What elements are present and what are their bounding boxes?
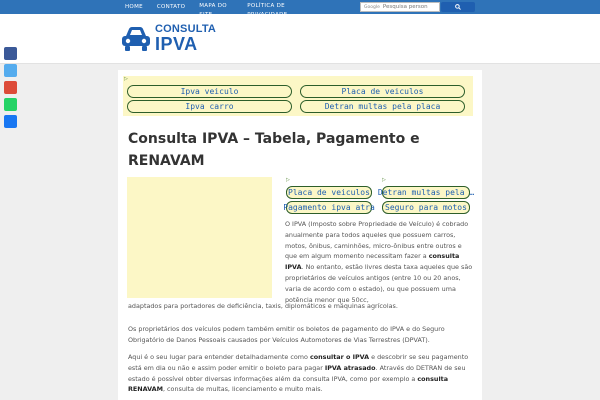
search-button[interactable] [441,2,475,12]
ad-square-placeholder [127,177,272,298]
p3-bold-consultar-ipva: consultar o IPVA [309,353,370,361]
ad-link-seguro-para-motos[interactable]: Seguro para motos [382,201,470,214]
twitter-share-icon[interactable] [4,64,17,77]
nav-item-politica-de-privacidade[interactable]: POLÍTICA DE [247,3,285,9]
logo-line-2: IPVA [155,34,198,54]
ad-link-ipva-veiculo[interactable]: Ipva veiculo [127,85,292,98]
search-icon [455,4,461,10]
ad-link-placa-de-veiculos-2[interactable]: Placa de veiculos [286,186,372,199]
paragraph-boletos: Os proprietários dos veículos podem também emitir os boletos de pagamento do IPVA e do Seguro Obrigatório de Danos Pessoais causados por Veículos Automotores de Vias Terrestres (DPVAT). [128,325,445,344]
p3-text-g: , consulta de multas, licenciamento e muito mais. [162,385,323,394]
mid-ad-block-right [377,177,475,215]
nav-item-home[interactable]: HOME [125,4,143,10]
top-navigation-bar [0,0,600,14]
facebook-share-icon[interactable] [4,47,17,60]
paragraph-intro [285,219,473,305]
content-card [118,70,482,400]
logo-text [155,24,216,53]
ad-choices-icon[interactable]: ▷ [286,177,290,183]
google-brand-label: Google [364,4,380,10]
paragraph-intro-continued: adaptados para portadores de deficiência, taxis, diplomáticos e máquinas agrícolas. [128,302,398,310]
car-icon [121,26,151,52]
p3-bold-ipva-atrasado: IPVA atrasado [324,363,376,372]
nav-menu [118,0,308,14]
whatsapp-share-icon[interactable] [4,98,17,111]
paragraph-consultar [128,352,474,395]
ad-choices-icon[interactable]: ▷ [382,177,386,183]
search-input[interactable] [360,2,440,12]
p1-bold-consulta-ipva: consulta IPVA [285,252,460,272]
p3-text-a: Aqui é o seu lugar para entender detalhadamente como [128,353,310,361]
page-title: Consulta IPVA – Tabela, Pagamento e RENAVAM [128,131,420,169]
ad-link-detran-multas-2[interactable]: Detran multas pela … [377,188,475,197]
site-logo[interactable] [121,24,216,53]
p3-bold-consulta-renavam: consulta RENAVAM [128,374,449,394]
mid-ad-block-left [285,177,373,215]
share-icon[interactable] [4,115,17,128]
ad-link-placa-de-veiculos[interactable]: Placa de veiculos [300,85,465,98]
nav-item-contato[interactable]: CONTATO [156,4,186,10]
ad-link-detran-multas[interactable]: Detran multas pela placa [300,100,465,113]
nav-item-mapa-do-site[interactable]: MAPA DO [199,3,227,9]
logo-line-1: CONSULTA [155,23,217,35]
ad-link-ipva-carro[interactable]: Ipva carro [127,100,292,113]
p1-text-a: O IPVA (Imposto sobre Propriedade de Veículo) é cobrado anualmente para todos aqueles que possuem carros, motos, ônibus, caminhões, micro-ônibus entre outros e que em algum momento necessitam fazer a [285,220,469,261]
p3-text-e: . Através do DETRAN de seu estado é possível obter diversas informações além da consulta IPVA, como por exemplo a [128,363,466,383]
p3-text-c: e descobrir se seu pagamento está em dia ou não e assim poder emitir o boleto para pagar [128,353,469,372]
search-placeholder: Pesquisa person [382,4,428,10]
google-plus-share-icon[interactable] [4,81,17,94]
ad-choices-icon[interactable]: ▷ [124,76,128,82]
p1-text-c: . No entanto, estão livres desta taxa aqueles que são proprietários de veículos antigos (entre 10 ou 20 anos, varia de acordo com o estado), ou que possuem uma potência menor que 50cc, [285,263,473,304]
top-ad-block [123,76,473,116]
site-header [0,14,600,64]
ad-link-pagamento-ipva[interactable]: Pagamento ipva atra [283,203,375,212]
